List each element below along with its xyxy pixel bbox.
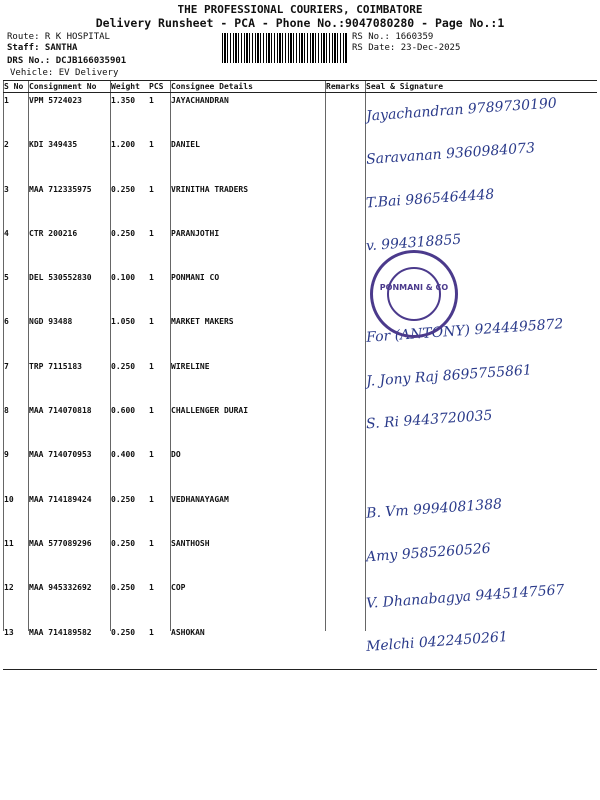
- runsheet-table: [3, 80, 597, 670]
- route-label: Route: R K HOSPITAL: [7, 32, 110, 42]
- handwritten-signature: V. Dhanabagya 9445147567: [365, 582, 565, 613]
- drs-number: DRS No.: DCJB166035901: [7, 56, 127, 66]
- remarks-cell: [325, 182, 365, 226]
- weight: 0.100: [111, 273, 136, 283]
- serial-no: 7: [4, 361, 9, 371]
- table-row: [3, 226, 597, 270]
- remarks-cell: [325, 359, 365, 403]
- rs-number: RS No.: 1660359: [352, 32, 434, 42]
- handwritten-signature: Amy 9585260526: [365, 540, 492, 566]
- remarks-cell: [325, 314, 365, 358]
- table-row: [3, 359, 597, 403]
- pieces: 1: [149, 317, 154, 327]
- table-row: [3, 137, 597, 181]
- pieces: 1: [149, 406, 154, 416]
- remarks-cell: [325, 580, 365, 624]
- pieces: 1: [149, 494, 154, 504]
- consignee-name: DO: [171, 450, 181, 460]
- serial-no: 5: [4, 273, 9, 283]
- consignment-no: MAA 945332692: [29, 583, 92, 593]
- serial-no: 3: [4, 184, 9, 194]
- consignment-no: DEL 530552830: [29, 273, 92, 283]
- consignee-name: MARKET MAKERS: [171, 317, 234, 327]
- pieces: 1: [149, 228, 154, 238]
- company-title: THE PROFESSIONAL COURIERS, COIMBATORE: [177, 3, 423, 16]
- col-header-consignment: Consignment No: [28, 81, 110, 93]
- remarks-cell: [325, 403, 365, 447]
- weight: 0.250: [111, 538, 136, 548]
- remarks-cell: [325, 93, 365, 138]
- remarks-cell: [325, 492, 365, 536]
- pieces: 1: [149, 583, 154, 593]
- handwritten-signature: B. Vm 9994081388: [365, 495, 503, 522]
- weight: 0.400: [111, 450, 136, 460]
- signature-cell: [365, 492, 597, 536]
- table-row: [3, 492, 597, 536]
- handwritten-signature: J. Jony Raj 8695755861: [365, 362, 533, 390]
- table-row: [3, 93, 597, 138]
- remarks-cell: [325, 536, 365, 580]
- consignment-no: CTR 200216: [29, 228, 78, 238]
- consignee-name: PARANJOTHI: [171, 228, 220, 238]
- consignee-name: JAYACHANDRAN: [171, 96, 229, 105]
- consignment-no: NGD 93488: [29, 317, 73, 327]
- pieces: 1: [149, 273, 154, 283]
- consignment-no: MAA 577089296: [29, 538, 92, 548]
- serial-no: 12: [4, 583, 14, 593]
- table-row: [3, 625, 597, 670]
- remarks-cell: [325, 625, 365, 670]
- table-row: [3, 182, 597, 226]
- serial-no: 8: [4, 406, 9, 416]
- seal-inner-ring: [387, 267, 441, 321]
- serial-no: 9: [4, 450, 9, 460]
- weight: 0.250: [111, 583, 136, 593]
- seal-text: PONMANI & CO: [379, 283, 449, 292]
- handwritten-signature: Melchi 0422450261: [365, 628, 509, 655]
- weight: 0.250: [110, 625, 148, 670]
- serial-no: 13: [3, 625, 28, 670]
- weight: 0.250: [111, 184, 136, 194]
- table-row: [3, 536, 597, 580]
- consignment-no: MAA 712335975: [29, 184, 92, 194]
- handwritten-signature: T.Bai 9865464448: [365, 186, 495, 212]
- weight: 1.050: [111, 317, 136, 327]
- serial-no: 4: [4, 228, 9, 238]
- rs-date: RS Date: 23-Dec-2025: [352, 43, 461, 53]
- remarks-cell: [325, 447, 365, 491]
- consignment-no: KDI 349435: [29, 140, 78, 150]
- remarks-cell: [325, 226, 365, 270]
- col-header-weight: Weight: [110, 81, 148, 93]
- weight: 0.250: [111, 361, 136, 371]
- col-header-remarks: Remarks: [325, 81, 365, 93]
- serial-no: 6: [4, 317, 9, 327]
- table-header-row: [3, 81, 597, 93]
- consignee-name: DANIEL: [171, 140, 200, 150]
- consignment-no: VPM 5724023: [29, 96, 82, 105]
- handwritten-signature: For (ANTONY) 9244495872: [365, 316, 564, 347]
- remarks-cell: [325, 137, 365, 181]
- signature-cell: [365, 447, 597, 491]
- signature-cell: [365, 93, 597, 138]
- signature-cell: [365, 359, 597, 403]
- runsheet-subtitle: Delivery Runsheet - PCA - Phone No.:9047080280 - Page No.:1: [95, 16, 505, 30]
- consignee-name: PONMANI CO: [171, 273, 220, 283]
- handwritten-signature: v. 994318855: [365, 231, 462, 255]
- vehicle-label: Vehicle: EV Delivery: [10, 68, 119, 78]
- signature-cell: [365, 580, 597, 624]
- consignee-name: ASHOKAN: [170, 625, 325, 670]
- signature-cell: [365, 137, 597, 181]
- consignment-no: MAA 714070953: [29, 450, 92, 460]
- pieces: 1: [149, 184, 154, 194]
- weight: 0.600: [111, 406, 136, 416]
- signature-cell: [365, 536, 597, 580]
- consignment-no: TRP 7115183: [29, 361, 82, 371]
- weight: 0.250: [111, 228, 136, 238]
- table-row: [3, 314, 597, 358]
- table-row: [3, 580, 597, 624]
- signature-cell: [365, 403, 597, 447]
- pieces: 1: [149, 140, 154, 150]
- pieces: 1: [149, 538, 154, 548]
- col-header-signature: Seal & Signature: [365, 81, 597, 93]
- weight: 1.200: [111, 140, 136, 150]
- serial-no: 1: [4, 96, 9, 105]
- barcode-image: [222, 33, 348, 63]
- table-row: [3, 403, 597, 447]
- signature-cell: [365, 625, 597, 670]
- consignee-name: SANTHOSH: [171, 538, 210, 548]
- serial-no: 10: [4, 494, 14, 504]
- weight: 0.250: [111, 494, 136, 504]
- consignee-name: WIRELINE: [171, 361, 210, 371]
- col-header-sno: S No: [3, 81, 28, 93]
- handwritten-signature: S. Ri 9443720035: [365, 407, 493, 433]
- staff-label: Staff: SANTHA: [7, 43, 78, 53]
- consignment-no: MAA 714189424: [29, 494, 92, 504]
- handwritten-signature: Saravanan 9360984073: [365, 140, 536, 169]
- table-row: [3, 447, 597, 491]
- consignee-name: CHALLENGER DURAI: [171, 406, 249, 416]
- consignee-name: VRINITHA TRADERS: [171, 184, 249, 194]
- weight: 1.350: [111, 96, 136, 105]
- pieces: 1: [149, 450, 154, 460]
- company-seal-stamp: [370, 250, 458, 338]
- serial-no: 2: [4, 140, 9, 150]
- consignee-name: COP: [171, 583, 186, 593]
- consignment-no: MAA 714189582: [28, 625, 110, 670]
- pieces: 1: [149, 361, 154, 371]
- col-header-consignee: Consignee Details: [170, 81, 325, 93]
- pieces: 1: [148, 625, 170, 670]
- col-header-pcs: PCS: [148, 81, 170, 93]
- table-row: [3, 270, 597, 314]
- signature-cell: [365, 182, 597, 226]
- handwritten-signature: Jayachandran 9789730190: [365, 95, 558, 125]
- remarks-cell: [325, 270, 365, 314]
- serial-no: 11: [4, 538, 14, 548]
- consignee-name: VEDHANAYAGAM: [171, 494, 229, 504]
- consignment-no: MAA 714070818: [29, 406, 92, 416]
- pieces: 1: [149, 96, 154, 105]
